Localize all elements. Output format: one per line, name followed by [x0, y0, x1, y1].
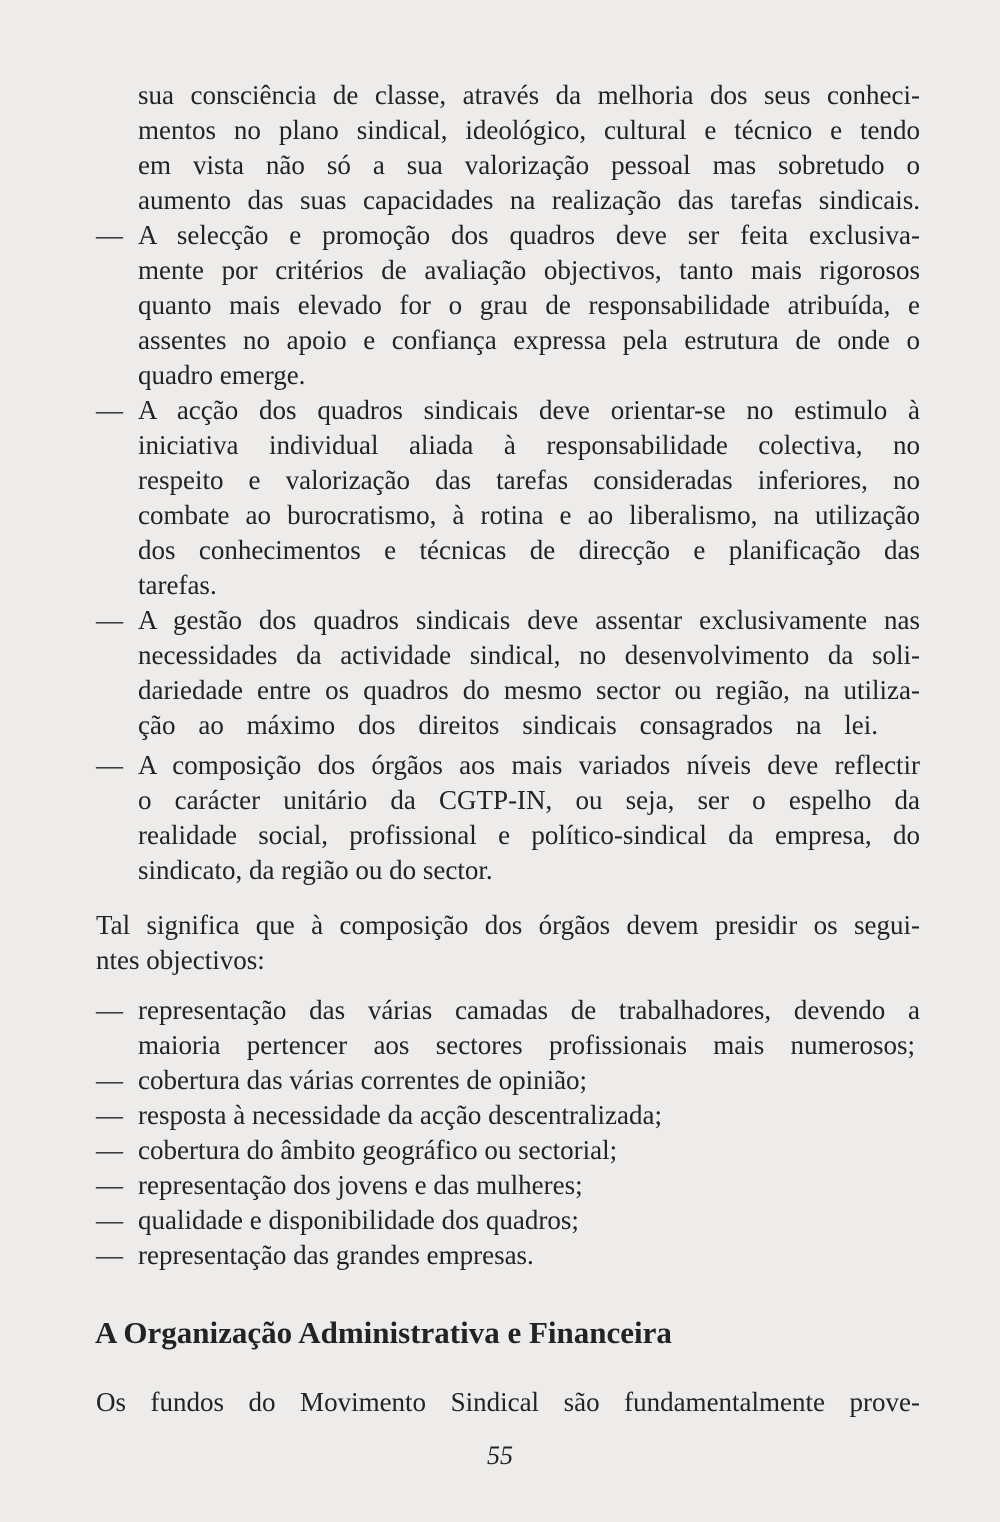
text-line: tarefas. — [138, 570, 217, 600]
em-dash: — — [96, 1205, 123, 1235]
em-dash: — — [96, 395, 123, 425]
text-line: Os fundos do Movimento Sindical são fundamentalmente prove- — [96, 1387, 920, 1417]
em-dash: — — [96, 605, 123, 635]
em-dash: — — [96, 1240, 123, 1270]
text-line: A selecção e promoção dos quadros deve ser feita exclusiva- — [138, 220, 920, 250]
text-line: iniciativa individual aliada à responsabilidade colectiva, no — [138, 430, 920, 460]
text-line: necessidades da actividade sindical, no desenvolvimento da soli- — [138, 640, 920, 670]
list-item: cobertura das várias correntes de opinião; — [138, 1065, 588, 1095]
text-line: A gestão dos quadros sindicais deve assentar exclusivamente nas — [138, 605, 920, 635]
list-item: representação das grandes empresas. — [138, 1240, 534, 1270]
text-line: ção ao máximo dos direitos sindicais consagrados na lei. — [138, 710, 878, 740]
list-item: representação dos jovens e das mulheres; — [138, 1170, 583, 1200]
text-line: sua consciência de classe, através da melhoria dos seus conheci- — [138, 80, 920, 110]
text-line: assentes no apoio e confiança expressa pela estrutura de onde o — [138, 325, 920, 355]
text-line: quanto mais elevado for o grau de responsabilidade atribuída, e — [138, 290, 920, 320]
text-line: respeito e valorização das tarefas consideradas inferiores, no — [138, 465, 920, 495]
text-line: em vista não só a sua valorização pessoal mas sobretudo o — [138, 150, 920, 180]
em-dash: — — [96, 1170, 123, 1200]
list-item: qualidade e disponibilidade dos quadros; — [138, 1205, 579, 1235]
text-line: ntes objectivos: — [96, 945, 265, 975]
text-line: sindicato, da região ou do sector. — [138, 855, 493, 885]
em-dash: — — [96, 1100, 123, 1130]
em-dash: — — [96, 1135, 123, 1165]
em-dash: — — [96, 750, 123, 780]
text-line: A acção dos quadros sindicais deve orientar-se no estimulo à — [138, 395, 920, 425]
list-item: cobertura do âmbito geográfico ou sectorial; — [138, 1135, 618, 1165]
text-line: mente por critérios de avaliação objectivos, tanto mais rigorosos — [138, 255, 920, 285]
text-line: dos conhecimentos e técnicas de direcção e planificação das — [138, 535, 920, 565]
text-line: o carácter unitário da CGTP-IN, ou seja, ser o espelho da — [138, 785, 920, 815]
list-item: representação das várias camadas de trabalhadores, devendo a — [138, 995, 920, 1025]
text-line: A composição dos órgãos aos mais variados níveis deve reflectir — [138, 750, 920, 780]
text-line: dariedade entre os quadros do mesmo sector ou região, na utiliza- — [138, 675, 920, 705]
text-line: mentos no plano sindical, ideológico, cultural e técnico e tendo — [138, 115, 920, 145]
text-line: aumento das suas capacidades na realização das tarefas sindicais. — [138, 185, 920, 215]
em-dash: — — [96, 220, 123, 250]
em-dash: — — [96, 1065, 123, 1095]
em-dash: — — [96, 995, 123, 1025]
text-line: realidade social, profissional e político-sindical da empresa, do — [138, 820, 920, 850]
page-number: 55 — [487, 1441, 513, 1470]
list-item: maioria pertencer aos sectores profissionais mais numerosos; — [138, 1030, 915, 1060]
list-item: resposta à necessidade da acção descentralizada; — [138, 1100, 662, 1130]
text-line: combate ao burocratismo, à rotina e ao liberalismo, na utilização — [138, 500, 920, 530]
section-heading: A Organização Administrativa e Financeira — [95, 1315, 672, 1350]
text-line: quadro emerge. — [138, 360, 306, 390]
text-line: Tal significa que à composição dos órgãos devem presidir os segui- — [96, 910, 920, 940]
